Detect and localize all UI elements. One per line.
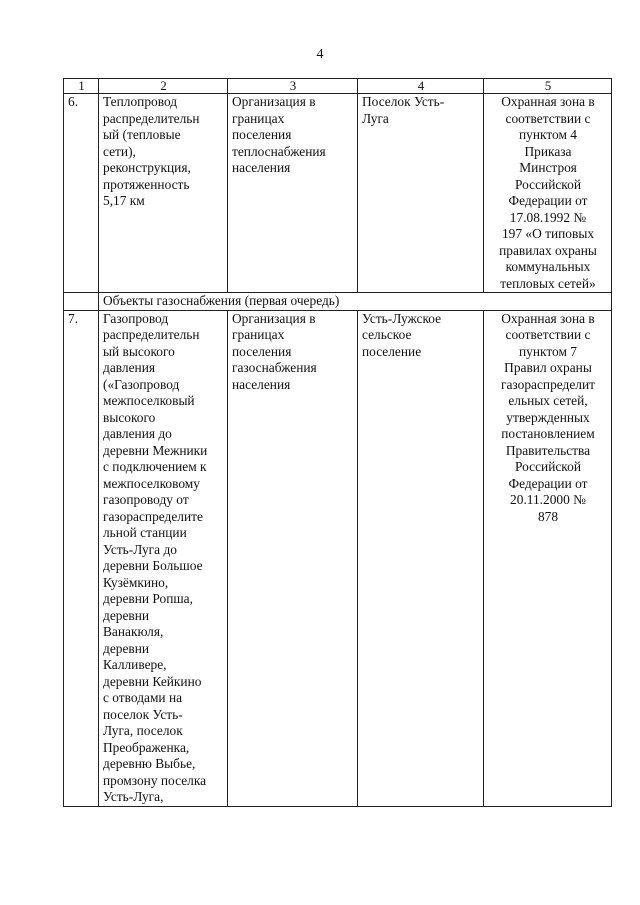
section-title: Объекты газоснабжения (первая очередь) <box>99 293 612 311</box>
protection-zone-cell: Охранная зона в соответствии с пунктом 7 Правил охраны газораспределит ельных сетей, утвержденных постановлением Правительства Российской Федерации от 20.11.2000 № 878 <box>484 310 612 806</box>
header-cell-5: 5 <box>484 79 612 94</box>
row-number: 7. <box>64 310 99 806</box>
objects-table <box>63 78 612 807</box>
location-cell: Усть-Лужское сельское поселение <box>358 310 484 806</box>
header-cell-4: 4 <box>358 79 484 94</box>
table-header-row <box>64 79 612 94</box>
header-cell-3: 3 <box>228 79 358 94</box>
row-number: 6. <box>64 94 99 293</box>
header-cell-1: 1 <box>64 79 99 94</box>
purpose-cell: Организация в границах поселения газоснабжения населения <box>228 310 358 806</box>
protection-zone-cell: Охранная зона в соответствии с пунктом 4 Приказа Минстроя Российской Федерации от 17.08.1992 № 197 «О типовых правилах охраны коммунальных тепловых сетей» <box>484 94 612 293</box>
location-cell: Поселок Усть- Луга <box>358 94 484 293</box>
purpose-cell: Организация в границах поселения теплоснабжения населения <box>228 94 358 293</box>
object-name-cell: Теплопровод распределительн ый (тепловые сети), реконструкция, протяженность 5,17 км <box>99 94 228 293</box>
page-number: 4 <box>316 47 324 62</box>
header-cell-2: 2 <box>99 79 228 94</box>
section-row <box>64 293 612 311</box>
table-row <box>64 94 612 293</box>
table-row <box>64 310 612 806</box>
section-empty-cell <box>64 293 99 311</box>
object-name-cell: Газопровод распределительн ый высокого давления («Газопровод межпоселковый высокого давления до деревни Межники с подключением к межпоселковому газопроводу от газораспределите льной станции Усть-Луга до деревни Большое Кузёмкино, деревни Ропша, деревни Ванакюля, деревни Калливере, деревни Кейкино с отводами на поселок Усть- Луга, поселок Преображенка, деревню Выбье, промзону поселка Усть-Луга, <box>99 310 228 806</box>
